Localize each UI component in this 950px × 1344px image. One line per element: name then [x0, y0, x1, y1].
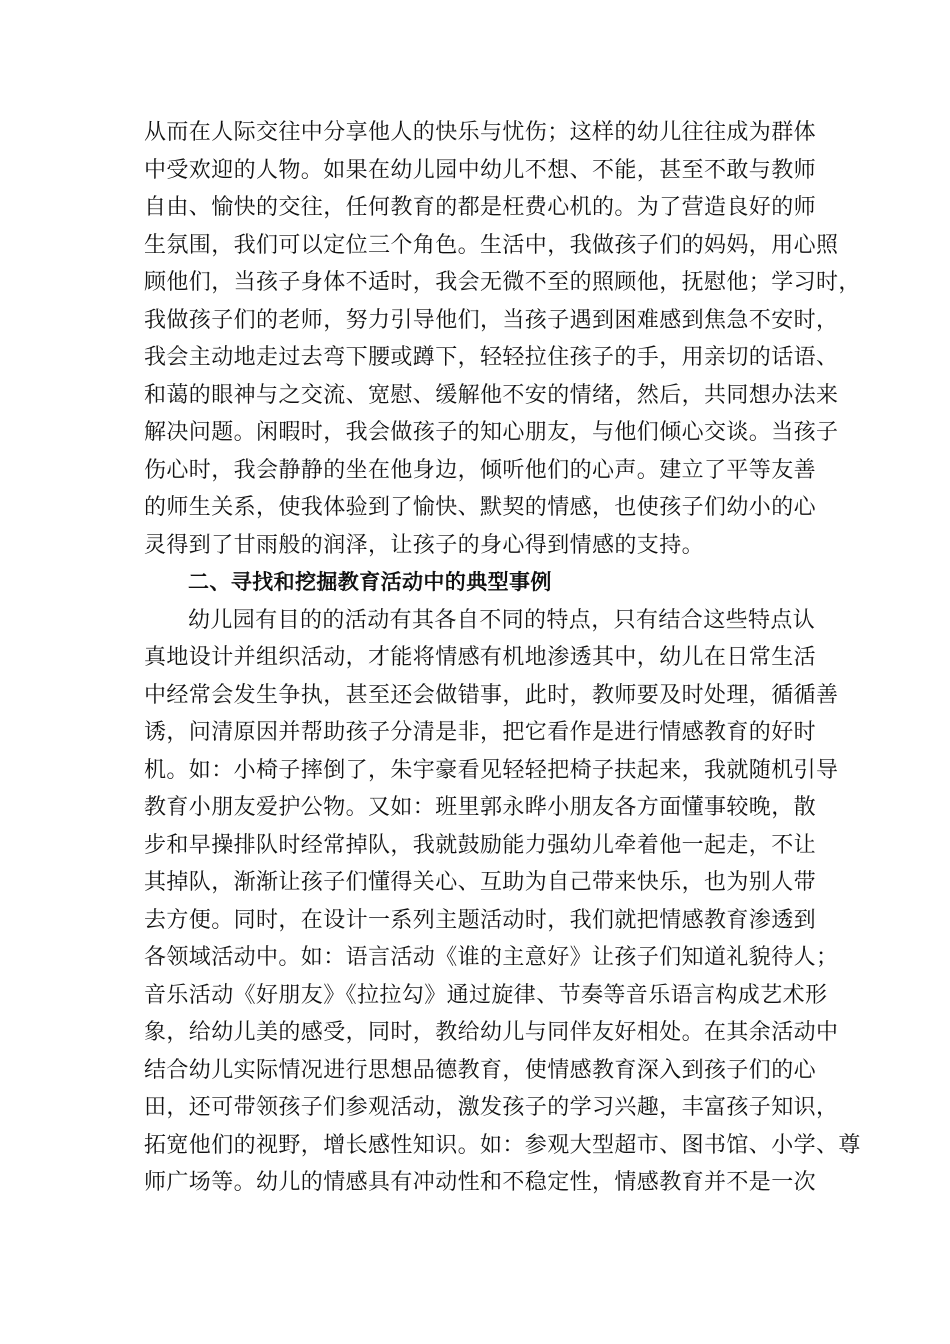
text-line: 我会主动地走过去弯下腰或蹲下，轻轻拉住孩子的手，用亲切的话语、 [144, 345, 839, 370]
text-line: 和蔼的眼神与之交流、宽慰、缓解他不安的情绪，然后，共同想办法来 [144, 382, 839, 408]
text-line: 其掉队，渐渐让孩子们懂得关心、互助为自己带来快乐，也为别人带 [144, 870, 817, 895]
text-line: 象，给幼儿美的感受，同时，教给幼儿与同伴友好相处。在其余活动中 [144, 1020, 839, 1045]
text-line: 灵得到了甘雨般的润泽，让孩子的身心得到情感的支持。 [144, 532, 705, 558]
text-line: 诱，问清原因并帮助孩子分清是非，把它看作是进行情感教育的好时 [144, 720, 817, 745]
text-line: 幼儿园有目的的活动有其各自不同的特点，只有结合这些特点认 [188, 607, 816, 633]
paragraph-typical-examples [144, 602, 861, 1202]
text-line: 拓宽他们的视野，增长感性知识。如：参观大型超市、图书馆、小学、尊 [144, 1132, 861, 1158]
text-line: 真地设计并组织活动，才能将情感有机地渗透其中，幼儿在日常生活 [144, 645, 817, 670]
text-line: 生氛围，我们可以定位三个角色。生活中，我做孩子们的妈妈，用心照 [144, 232, 839, 258]
text-line: 田，还可带领孩子们参观活动，激发孩子的学习兴趣，丰富孩子知识， [144, 1095, 839, 1120]
text-line: 我做孩子们的老师，努力引导他们，当孩子遇到困难感到焦急不安时， [144, 307, 839, 333]
text-line: 音乐活动《好朋友》《拉拉勾》通过旋律、节奏等音乐语言构成艺术形 [144, 982, 828, 1008]
text-line: 顾他们，当孩子身体不适时，我会无微不至的照顾他，抚慰他；学习时， [144, 270, 861, 295]
text-line: 步和早操排队时经常掉队，我就鼓励能力强幼儿牵着他一起走，不让 [144, 832, 817, 858]
text-line: 自由、愉快的交往，任何教育的都是枉费心机的。为了营造良好的师 [144, 195, 817, 220]
text-line: 各领域活动中。如：语言活动《谁的主意好》让孩子们知道礼貌待人； [144, 945, 839, 970]
text-line: 中经常会发生争执，甚至还会做错事，此时，教师要及时处理，循循善 [144, 682, 839, 708]
text-line: 去方便。同时，在设计一系列主题活动时，我们就把情感教育渗透到 [144, 907, 817, 933]
text-line: 结合幼儿实际情况进行思想品德教育，使情感教育深入到孩子们的心 [144, 1057, 817, 1083]
section-heading: 二、寻找和挖掘教育活动中的典型事例 [188, 570, 552, 594]
text-line: 师广场等。幼儿的情感具有冲动性和不稳定性，情感教育并不是一次 [144, 1170, 817, 1195]
text-line: 伤心时，我会静静的坐在他身边，倾听他们的心声。建立了平等友善 [144, 457, 817, 483]
text-line: 从而在人际交往中分享他人的快乐与忧伤；这样的幼儿往往成为群体 [144, 120, 817, 145]
text-line: 中受欢迎的人物。如果在幼儿园中幼儿不想、不能，甚至不敢与教师 [144, 157, 817, 183]
text-line: 解决问题。闲暇时，我会做孩子的知心朋友，与他们倾心交谈。当孩子 [144, 420, 839, 445]
text-line: 的师生关系，使我体验到了愉快、默契的情感，也使孩子们幼小的心 [144, 495, 817, 520]
document-body [144, 114, 861, 1202]
text-line: 教育小朋友爱护公物。又如：班里郭永晔小朋友各方面懂事较晚，散 [144, 795, 817, 820]
paragraph-teacher-roles [144, 114, 861, 564]
text-line: 机。如：小椅子摔倒了，朱宇豪看见轻轻把椅子扶起来，我就随机引导 [144, 757, 839, 783]
